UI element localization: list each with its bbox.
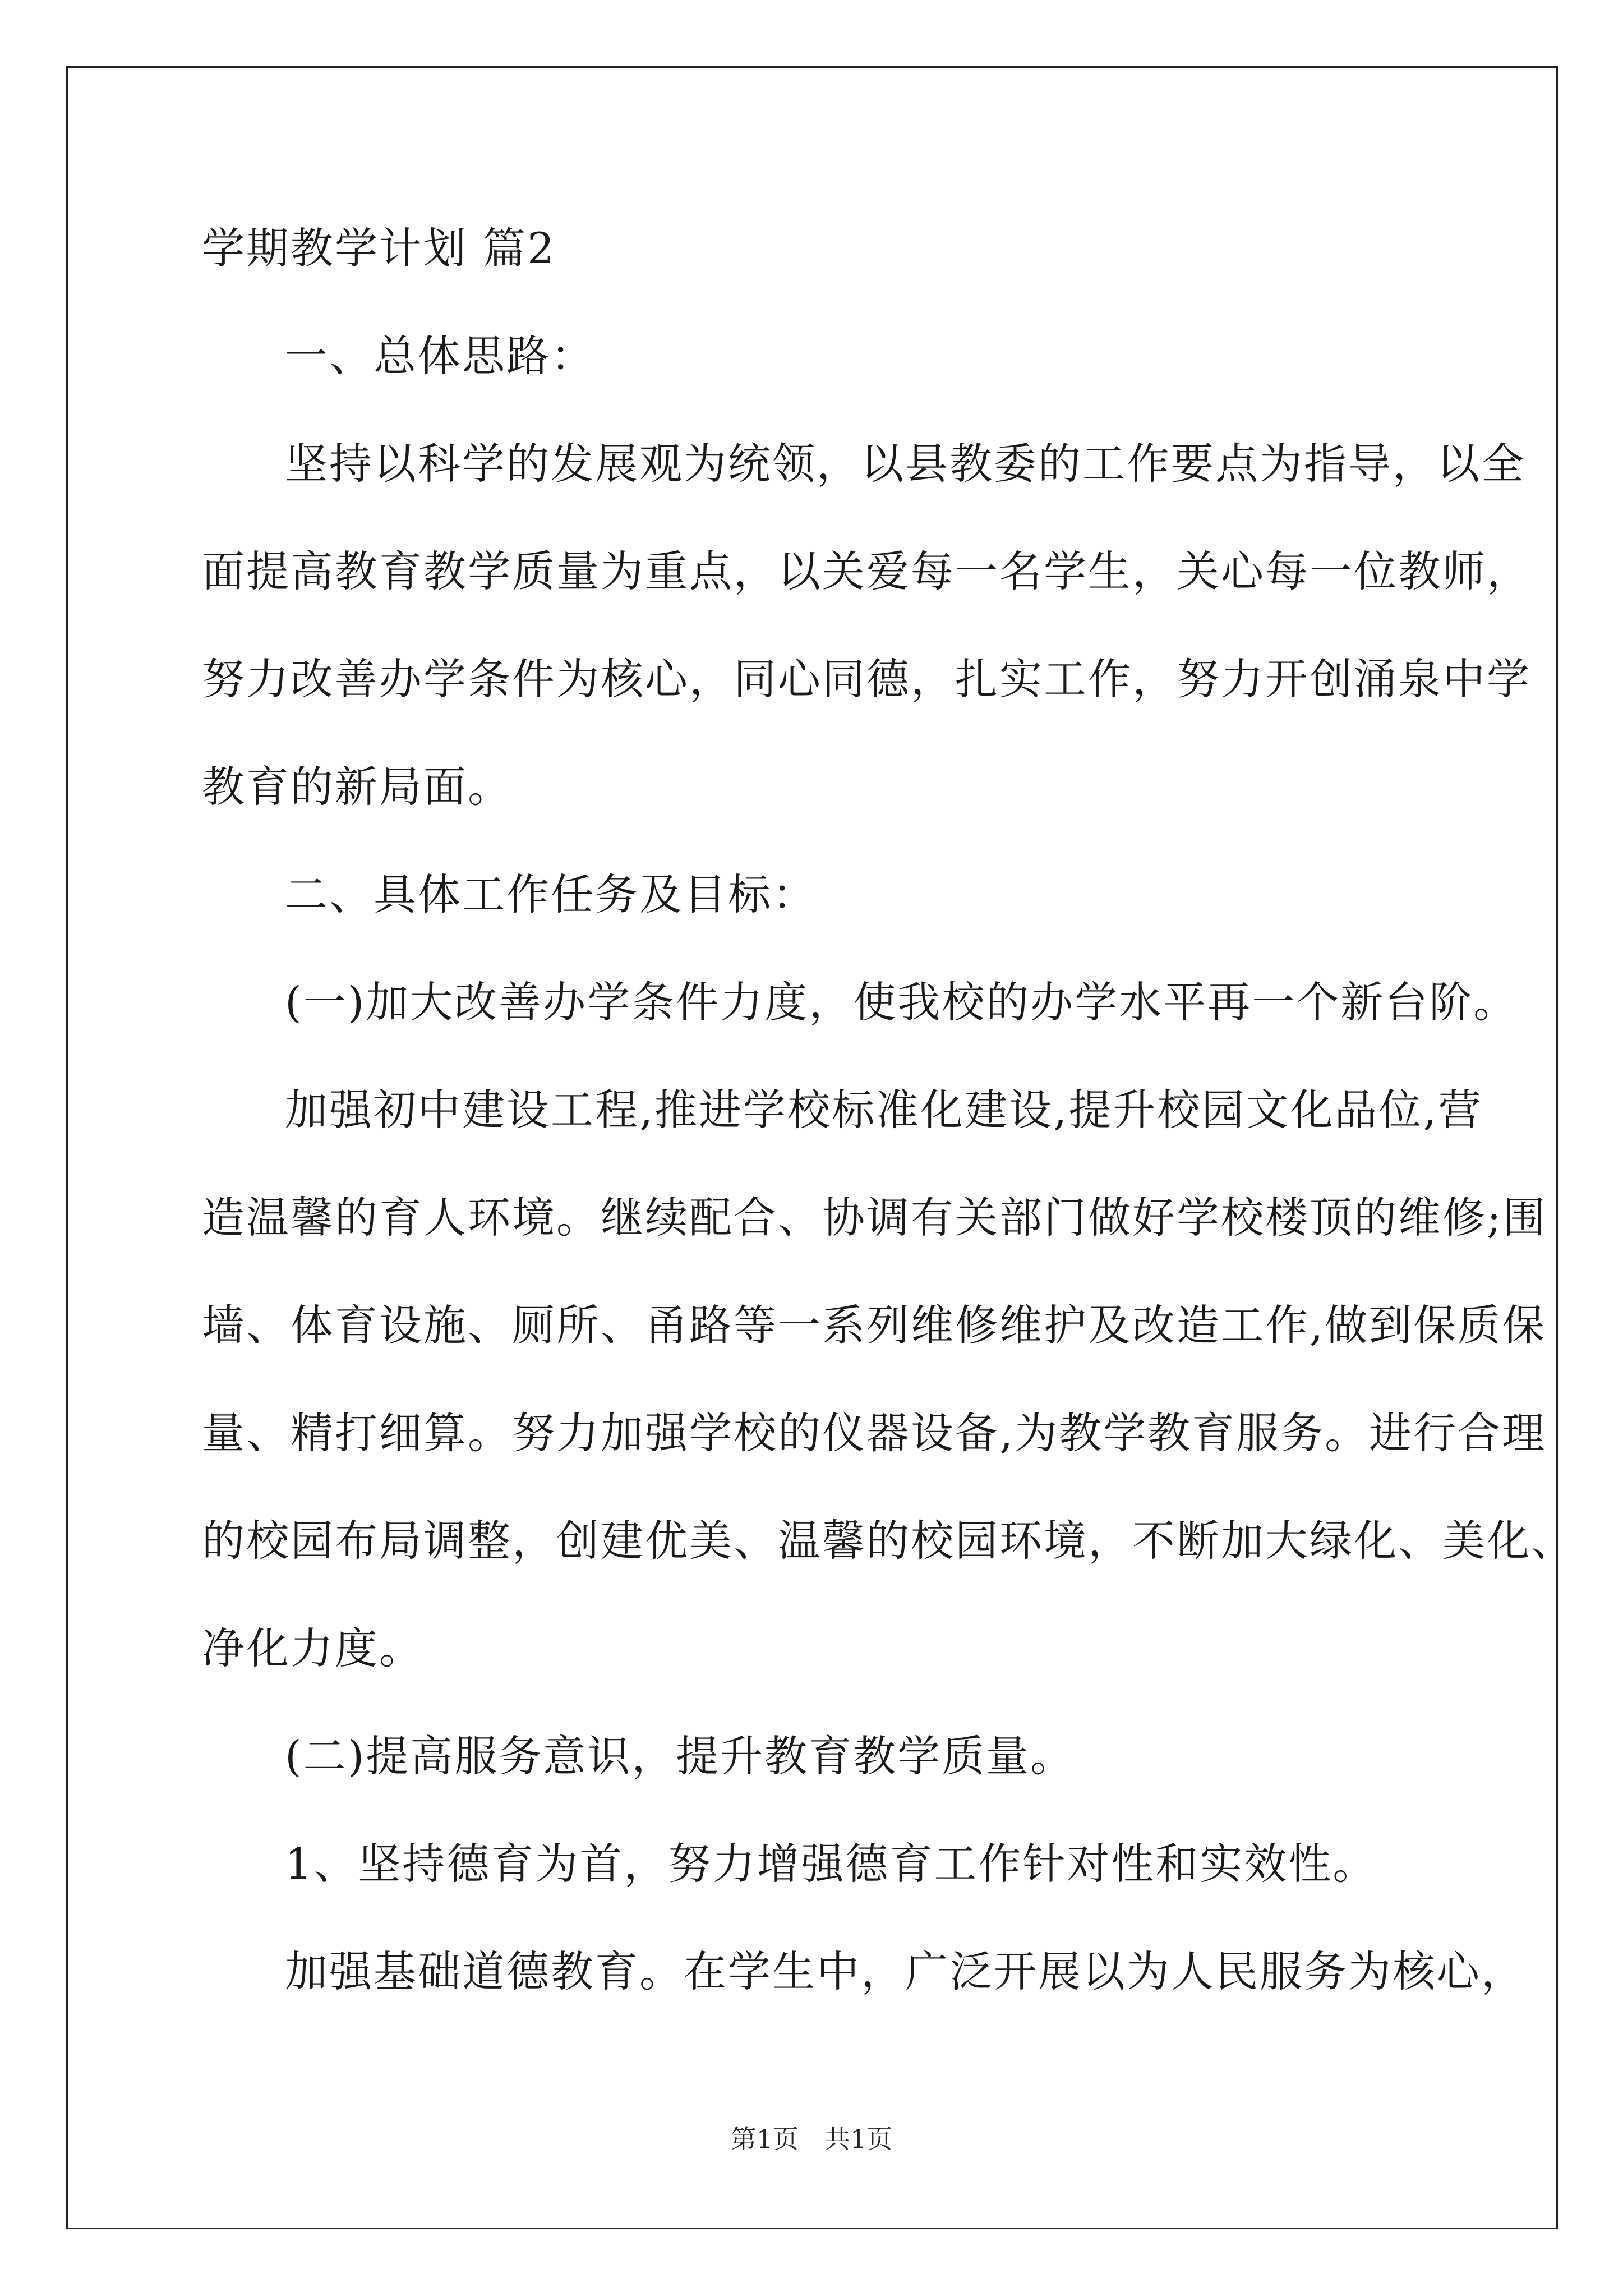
- text-line: 量、精打细算。努力加强学校的仪器设备,为教学教育服务。进行合理: [202, 1408, 1547, 1458]
- document-body: [202, 222, 1575, 2053]
- text-line: 1、坚持德育为首，努力增强德育工作针对性和实效性。: [285, 1839, 1377, 1889]
- text-line: 努力改善办学条件为核心，同心同德，扎实工作，努力开创涌泉中学: [202, 654, 1531, 704]
- document-title: 学期教学计划 篇2: [202, 223, 556, 273]
- page-footer: 第1页 共1页: [730, 2124, 893, 2154]
- text-line: 教育的新局面。: [202, 762, 512, 812]
- text-line: 墙、体育设施、厕所、甬路等一系列维修维护及改造工作,做到保质保: [202, 1300, 1547, 1350]
- text-line: 坚持以科学的发展观为统领，以县教委的工作要点为指导，以全: [285, 439, 1525, 489]
- text-line: 净化力度。: [202, 1623, 423, 1673]
- text-line: (二)提高服务意识，提升教育教学质量。: [285, 1731, 1075, 1781]
- text-line: 加强基础道德教育。在学生中，广泛开展以为人民服务为核心，: [285, 1947, 1525, 1996]
- text-line: 加强初中建设工程,推进学校标准化建设,提升校园文化品位,营: [285, 1085, 1483, 1135]
- text-line: (一)加大改善办学条件力度，使我校的办学水平再一个新台阶。: [285, 977, 1518, 1027]
- text-line: 一、总体思路：: [285, 331, 595, 381]
- text-line: 二、具体工作任务及目标：: [285, 869, 817, 919]
- text-line: 面提高教育教学质量为重点，以关爱每一名学生，关心每一位教师，: [202, 546, 1531, 596]
- text-line: 的校园布局调整，创建优美、温馨的校园环境，不断加大绿化、美化、: [202, 1516, 1575, 1566]
- text-line: 造温馨的育人环境。继续配合、协调有关部门做好学校楼顶的维修;围: [202, 1193, 1547, 1243]
